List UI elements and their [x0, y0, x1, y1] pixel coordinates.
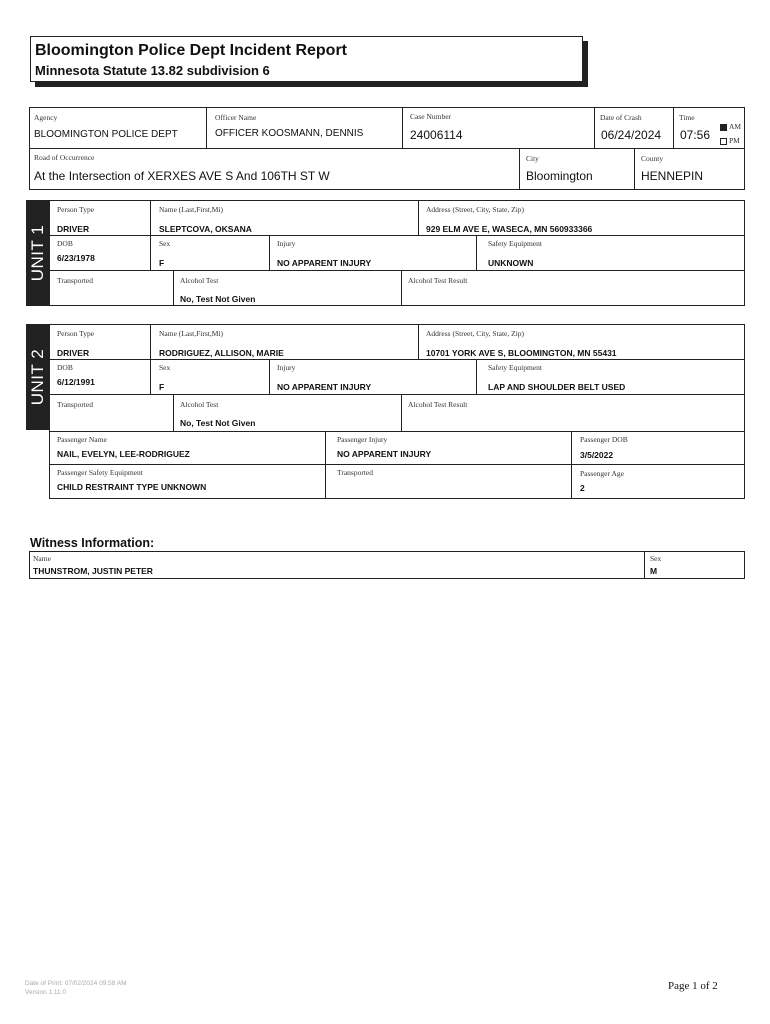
u1-dob: 6/23/1978 [57, 253, 95, 263]
u1-transported-label: Transported [57, 276, 93, 285]
pm-checkbox [720, 138, 727, 145]
u2-address: 10701 YORK AVE S, BLOOMINGTON, MN 55431 [426, 348, 617, 358]
u2-person-type-label: Person Type [57, 329, 95, 338]
u2-person-type: DRIVER [57, 348, 90, 358]
witness-name-label: Name [33, 554, 51, 563]
report-title: Bloomington Police Dept Incident Report [35, 42, 347, 59]
u1-sex-label: Sex [159, 239, 171, 248]
u2-name: RODRIGUEZ, ALLISON, MARIE [159, 348, 284, 358]
u2-name-label: Name (Last,First,Mi) [159, 329, 223, 338]
u1-name-label: Name (Last,First,Mi) [159, 205, 223, 214]
version: Version 1.11.0 [25, 989, 67, 996]
u2-injury-label: Injury [277, 363, 296, 372]
u2-address-label: Address (Street, City, State, Zip) [426, 329, 525, 338]
am-label: AM [729, 122, 742, 131]
u2-alcohol-test-label: Alcohol Test [180, 400, 219, 409]
case-number-value: 24006114 [410, 128, 463, 142]
witness-section [29, 551, 745, 579]
u1-injury: NO APPARENT INJURY [277, 258, 372, 268]
am-checkbox [720, 124, 727, 131]
u1-sex: F [159, 258, 165, 268]
unit-2-section [49, 324, 745, 499]
agency-label: Agency [34, 113, 58, 122]
case-number-label: Case Number [410, 112, 452, 121]
officer-value: OFFICER KOOSMANN, DENNIS [215, 128, 364, 139]
unit-1-tab: UNIT 1 [26, 200, 49, 306]
pm-label: PM [729, 136, 740, 145]
time-value: 07:56 [680, 128, 711, 142]
witness-sex-label: Sex [650, 554, 662, 563]
u2-dob: 6/12/1991 [57, 377, 95, 387]
u2-sex-label: Sex [159, 363, 171, 372]
unit-2-tab: UNIT 2 [26, 324, 49, 430]
passenger-injury-label: Passenger Injury [337, 435, 388, 444]
u2-safety-label: Safety Equipment [488, 363, 542, 372]
city-value: Bloomington [526, 169, 593, 183]
u1-address-label: Address (Street, City, State, Zip) [426, 205, 525, 214]
u1-address: 929 ELM AVE E, WASECA, MN 560933366 [426, 224, 593, 234]
u2-safety: LAP AND SHOULDER BELT USED [488, 382, 626, 392]
witness-name: THUNSTROM, JUSTIN PETER [33, 566, 153, 576]
passenger-dob-label: Passenger DOB [580, 435, 628, 444]
u2-alcohol-test: No, Test Not Given [180, 418, 256, 428]
u1-safety-label: Safety Equipment [488, 239, 542, 248]
road-value: At the Intersection of XERXES AVE S And 106TH ST W [34, 169, 330, 183]
crash-date-label: Date of Crash [600, 113, 642, 122]
county-label: County [641, 154, 664, 163]
passenger-age: 2 [580, 483, 585, 493]
crash-date-value: 06/24/2024 [601, 128, 662, 142]
county-value: HENNEPIN [641, 169, 704, 183]
witness-heading: Witness Information: [30, 536, 155, 550]
u1-person-type-label: Person Type [57, 205, 95, 214]
u1-alcohol-result-label: Alcohol Test Result [408, 276, 468, 285]
passenger-name-label: Passenger Name [57, 435, 107, 444]
time-label: Time [679, 113, 695, 122]
officer-label: Officer Name [215, 113, 257, 122]
u2-sex: F [159, 382, 165, 392]
passenger-age-label: Passenger Age [580, 469, 624, 478]
u1-safety: UNKNOWN [488, 258, 534, 268]
passenger-safety: CHILD RESTRAINT TYPE UNKNOWN [57, 482, 207, 492]
witness-sex: M [650, 566, 658, 576]
passenger-name: NAIL, EVELYN, LEE-RODRIGUEZ [57, 449, 190, 459]
road-label: Road of Occurrence [34, 153, 95, 162]
u1-alcohol-test-label: Alcohol Test [180, 276, 219, 285]
passenger-safety-label: Passenger Safety Equipment [57, 468, 143, 477]
unit-1-section [49, 200, 745, 306]
u1-injury-label: Injury [277, 239, 296, 248]
report-header [30, 36, 583, 82]
u1-alcohol-test: No, Test Not Given [180, 294, 256, 304]
passenger-dob: 3/5/2022 [580, 450, 614, 460]
passenger-injury: NO APPARENT INJURY [337, 449, 432, 459]
u2-transported-label: Transported [57, 400, 93, 409]
u1-dob-label: DOB [57, 239, 73, 248]
agency-value: BLOOMINGTON POLICE DEPT [34, 129, 178, 140]
u1-name: SLEPTCOVA, OKSANA [159, 224, 252, 234]
u2-injury: NO APPARENT INJURY [277, 382, 372, 392]
u2-alcohol-result-label: Alcohol Test Result [408, 400, 468, 409]
report-subtitle: Minnesota Statute 13.82 subdivision 6 [35, 63, 270, 78]
case-info-section [29, 107, 745, 190]
passenger-transported-label: Transported [337, 468, 373, 477]
u2-dob-label: DOB [57, 363, 73, 372]
print-date: Date of Print: 07/02/2024 09:58 AM [25, 980, 127, 987]
u1-person-type: DRIVER [57, 224, 90, 234]
page-number: Page 1 of 2 [668, 980, 718, 992]
city-label: City [526, 154, 539, 163]
